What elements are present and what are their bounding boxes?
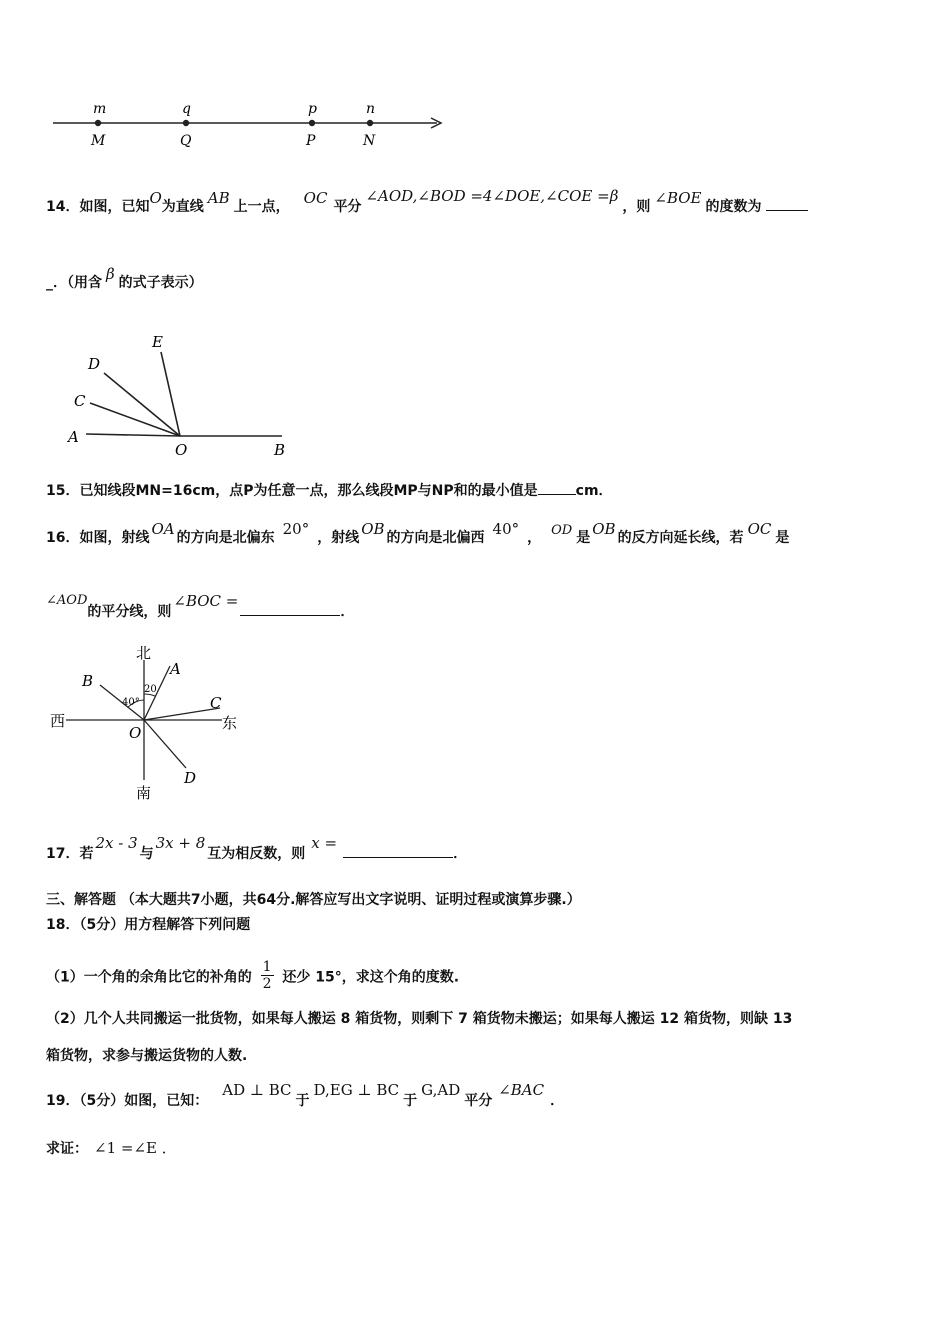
label-C: C	[74, 392, 86, 410]
label-q: q	[182, 101, 191, 117]
answer-blank-16[interactable]	[240, 601, 340, 616]
question-19-prove: 求证： ∠1 =∠E ．	[46, 1139, 177, 1157]
ray-OA	[86, 434, 180, 436]
question-16-line1: 16．如图，射线 OA 的方向是北偏东 20° ，射线 OB 的方向是北偏西 40° ， OD 是 OB 的反方向延长线，若 OC 是	[46, 520, 790, 546]
label-p: p	[308, 101, 317, 117]
point-m	[95, 120, 101, 126]
point-q	[183, 120, 189, 126]
compass-figure-16	[44, 640, 254, 805]
question-16-line2: ∠AOD的平分线，则∠BOC =．	[46, 592, 355, 620]
question-19: 19．（5分）如图，已知：AD ⊥ BC于D,EG ⊥ BC于G,AD平分∠BAC．	[46, 1081, 565, 1109]
label-m: m	[93, 101, 107, 117]
point-n	[367, 120, 373, 126]
answer-blank-17[interactable]	[343, 843, 453, 858]
label-Q: Q	[180, 133, 192, 149]
label-A: A	[170, 660, 181, 678]
label-B: B	[274, 441, 286, 459]
label-D: D	[88, 355, 101, 373]
label-angle-40: 40°	[122, 697, 140, 708]
label-M: M	[91, 133, 106, 149]
ray-OC	[144, 708, 220, 720]
question-18-heading: 18．（5分）用方程解答下列问题	[46, 917, 251, 933]
number-line-figure	[45, 95, 455, 157]
ray-OD	[144, 720, 186, 768]
label-east: 东	[222, 714, 238, 732]
question-18-part2-line2: 箱货物，求参与搬运货物的人数.	[46, 1048, 248, 1064]
label-P: P	[306, 133, 316, 149]
question-17: 17．若2x - 3与3x + 8互为相反数，则x =．	[46, 834, 468, 862]
question-18-part1: （1）一个角的余角比它的补角的 $\frac{1}{2}$ 还少 15°，求这个角的度数.	[46, 959, 460, 992]
question-18-part2-line1: （2）几个人共同搬运一批货物，如果每人搬运 8 箱货物，则剩下 7 箱货物未搬运；如果每人搬运 12 箱货物，则缺 13	[46, 1011, 793, 1027]
label-N: N	[363, 133, 376, 149]
ray-OC	[90, 403, 180, 436]
question-15: 15．已知线段MN=16cm，点P为任意一点，那么线段MP与NP和的最小值是 cm．	[46, 480, 613, 500]
label-angle-20: 20	[144, 684, 157, 695]
point-p	[309, 120, 315, 126]
answer-blank-14[interactable]	[766, 196, 808, 211]
question-14-line1: 14．如图，已知O为直线 AB 上一点， OC 平分∠AOD,∠BOD =4∠DOE,∠COE =β，则 ∠BOE 的度数为	[46, 196, 808, 216]
question-14-line2: _．（用含 β 的式子表示）	[46, 265, 203, 291]
label-south: 南	[136, 784, 152, 802]
label-O: O	[129, 724, 142, 742]
label-A: A	[68, 428, 79, 446]
label-north: 北	[136, 644, 152, 662]
label-D: D	[184, 769, 197, 787]
label-O: O	[175, 441, 188, 459]
section-3-heading: 三、解答题 （本大题共7小题，共64分.解答应写出文字说明、证明过程或演算步骤.）	[46, 892, 581, 908]
label-n: n	[366, 101, 376, 117]
angle-figure-14	[60, 325, 300, 465]
fraction-one-half: $\frac{1}{2}$	[262, 959, 272, 992]
answer-blank-15[interactable]	[538, 480, 576, 495]
label-C: C	[210, 694, 222, 712]
label-E: E	[152, 333, 163, 351]
label-B: B	[82, 672, 94, 690]
label-west: 西	[50, 712, 66, 730]
